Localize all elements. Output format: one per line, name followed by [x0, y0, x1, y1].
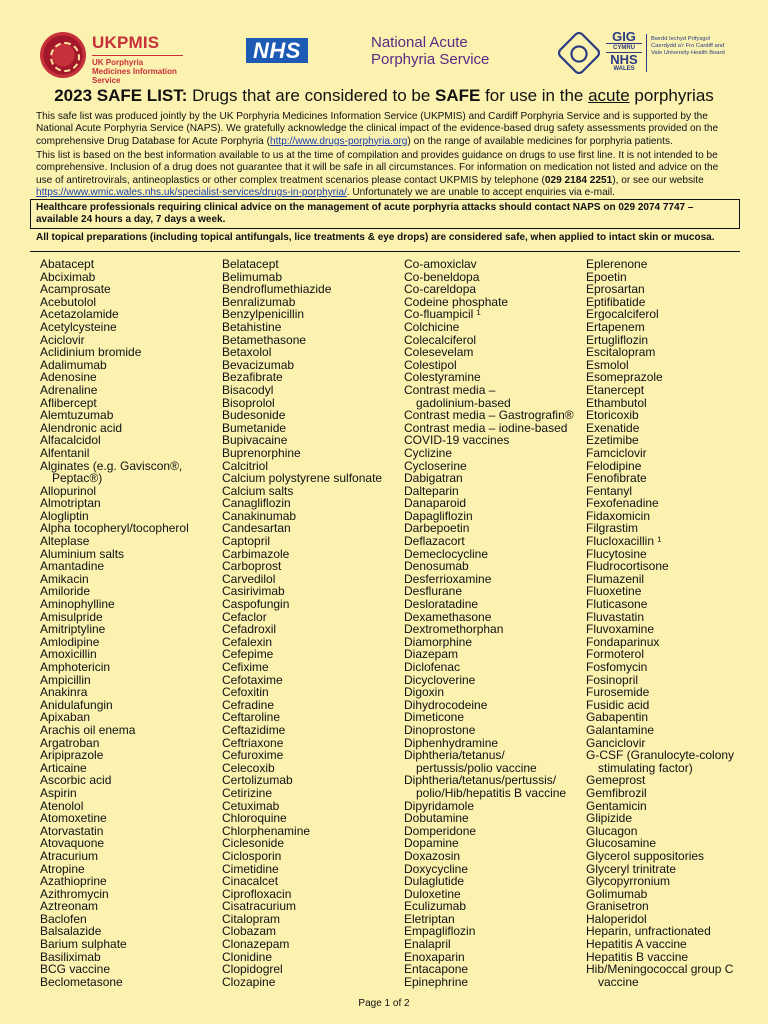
drug-item: Clonidine — [222, 949, 273, 964]
drug-item: Amphotericin — [40, 660, 111, 674]
drug-item: Calcitriol — [222, 458, 269, 473]
drug-item: Cefepime — [222, 647, 274, 662]
drug-item: Cetuximab — [222, 798, 280, 813]
drug-item: Granisetron — [586, 899, 649, 914]
drug-item: Apixaban — [40, 710, 91, 725]
drug-item: Argatroban — [40, 735, 100, 750]
drug-item: Bisacodyl — [222, 382, 274, 397]
drug-item: Dicycloverine — [404, 672, 476, 687]
drug-item: Chloroquine — [222, 811, 287, 826]
drug-item: Acetazolamide — [40, 307, 119, 322]
drug-item: Digoxin — [404, 685, 445, 700]
drug-item: Fidaxomicin — [586, 508, 651, 523]
drug-item: Doxazosin — [404, 848, 461, 863]
drug-item: Gemeprost — [586, 773, 646, 788]
drug-item: Carvedilol — [222, 571, 276, 586]
naps-title-line2: Porphyria Service — [371, 51, 490, 68]
drug-item: Eletriptan — [404, 911, 455, 926]
drug-item: Dexamethasone — [404, 609, 492, 624]
drug-item: Clozapine — [222, 974, 276, 989]
drug-item: Canakinumab — [222, 508, 297, 523]
drug-item: Carboprost — [222, 559, 282, 574]
drug-database-link[interactable]: http://www.drugs-porphyria.org — [269, 135, 408, 147]
drug-item: polio/Hib/hepatitis B vaccine — [416, 785, 567, 800]
drug-item: Abatacept — [40, 257, 95, 271]
intro-paragraph-1: This safe list was produced jointly by the UK Porphyria Medicines Information Service (UKPMIS) and Cardiff Porphyria Service and is supported by the National Acute Porphyria Service (NAPS). We gratefully acknowledge the clinical impact of the evidence-based drug safety assessments provided on the comprehensive Drug Database for Acute Porphyria (http://www.drugs-porphyria.org) on the range of available medicines for porphyria patients. — [36, 111, 719, 147]
drug-item: Carbimazole — [222, 546, 290, 561]
drug-item: Amitriptyline — [40, 622, 106, 637]
drug-item: Danaparoid — [404, 496, 467, 511]
drug-item: Balsalazide — [40, 924, 102, 939]
drug-item: Gentamicin — [586, 798, 647, 813]
page-title: 2023 SAFE LIST: Drugs that are considered to be SAFE for use in the acute porphyrias — [54, 86, 714, 105]
drug-item: Belatacept — [222, 257, 279, 271]
drug-item: Denosumab — [404, 559, 469, 574]
drug-item: Bendroflumethiazide — [222, 282, 332, 297]
drug-item: Benralizumab — [222, 294, 296, 309]
drug-item: Alginates (e.g. Gaviscon®, — [40, 458, 183, 473]
drug-item: Deflazacort — [404, 534, 465, 549]
drug-item: Flucloxacillin ¹ — [586, 534, 662, 549]
drug-item: Escitalopram — [586, 345, 656, 360]
drug-item: Ciprofloxacin — [222, 886, 292, 901]
drug-item: Ergocalciferol — [586, 307, 659, 322]
ukpmis-seal-icon — [40, 32, 86, 78]
drug-item: Fluticasone — [586, 597, 648, 612]
drug-item: Diphtheria/tetanus/ — [404, 748, 505, 763]
drug-item: Hib/Meningococcal group C — [586, 962, 734, 977]
drug-item: Chlorphenamine — [222, 823, 311, 838]
drug-item: Cycloserine — [404, 458, 467, 473]
drug-item: Ethambutol — [586, 395, 647, 410]
drug-item: Filgrastim — [586, 521, 639, 536]
drug-item: Heparin, unfractionated — [586, 924, 711, 939]
drug-item: COVID-19 vaccines — [404, 433, 510, 448]
drug-item: Alogliptin — [40, 508, 89, 523]
ukpmis-name: UKPMIS — [92, 33, 160, 52]
drug-item: Cinacalcet — [222, 874, 279, 889]
drug-item: Dulaglutide — [404, 874, 465, 889]
drug-item: Doxycycline — [404, 861, 469, 876]
drug-item: Amoxicillin — [40, 647, 97, 662]
drug-item: Aripiprazole — [40, 748, 104, 763]
drug-item: Amiloride — [40, 584, 91, 599]
drug-item: Aflibercept — [40, 395, 97, 410]
drug-item: Galantamine — [586, 722, 655, 737]
drug-item: Ceftriaxone — [222, 735, 284, 750]
drug-item: Colchicine — [404, 319, 460, 334]
drug-item: Cefuroxime — [222, 748, 284, 763]
drug-item: Ertapenem — [586, 319, 645, 334]
drug-item: Co-beneldopa — [404, 269, 480, 284]
health-board-name: Bwrdd Iechyd Prifysgol Caerdydd a'r Fro Cardiff and Vale University Health Board — [651, 36, 725, 56]
drug-item: Gabapentin — [586, 710, 649, 725]
drug-item: Candesartan — [222, 521, 291, 536]
drug-item: Beclometasone — [40, 974, 123, 989]
drug-item: Fosfomycin — [586, 660, 648, 674]
drug-item: Ceftaroline — [222, 710, 281, 725]
drug-item: Articaine — [40, 760, 87, 775]
drug-item: Atracurium — [40, 848, 99, 863]
drug-item: Desflurane — [404, 584, 463, 599]
drug-item: Amisulpride — [40, 609, 103, 624]
ukpmis-logo — [40, 30, 185, 85]
drug-item: Belimumab — [222, 269, 283, 284]
drug-item: Co-amoxiclav — [404, 257, 477, 271]
drug-item: Contrast media – iodine-based — [404, 420, 568, 435]
drug-item: Atomoxetine — [40, 811, 107, 826]
drug-item: Amikacin — [40, 571, 89, 586]
drug-item: Cyclizine — [404, 445, 453, 460]
drug-item: Cisatracurium — [222, 899, 297, 914]
drug-item: Alendronic acid — [40, 420, 123, 435]
drug-item: Colesevelam — [404, 345, 474, 360]
drug-item: Cefoxitin — [222, 685, 269, 700]
drug-item: Entacapone — [404, 962, 469, 977]
drug-item: Clobazam — [222, 924, 277, 939]
ukpmis-divider — [92, 55, 183, 56]
drug-item: Betaxolol — [222, 345, 272, 360]
drug-item: Peptac®) — [52, 471, 103, 486]
drug-item: Dabigatran — [404, 471, 463, 486]
drug-item: Famciclovir — [586, 445, 647, 460]
drug-item: Enalapril — [404, 937, 451, 952]
drug-item: Certolizumab — [222, 773, 293, 788]
drug-item: Ampicillin — [40, 672, 91, 687]
drug-item: Anidulafungin — [40, 697, 113, 712]
drug-item: Citalopram — [222, 911, 281, 926]
drug-item: Acetylcysteine — [40, 319, 117, 334]
drug-item: pertussis/polio vaccine — [416, 760, 537, 775]
drug-item: Fluvoxamine — [586, 622, 655, 637]
drug-item: Azithromycin — [40, 886, 109, 901]
topical-preparations-note: All topical preparations (including topical antifungals, lice treatments & eye drops) are considered safe, when applied to intact skin or mucosa. — [36, 232, 715, 243]
drug-item: Caspofungin — [222, 597, 290, 612]
drug-item: Formoterol — [586, 647, 645, 662]
intro-paragraph-2: This list is based on the best information available to us at the time of compilation and provides guidance on drugs to use first line. It is not intended to be comprehensive. Inclusion of a drug does not guarantee that it will be safe in all circumstances. For information on medication not listed and advice on the use of antiretrovirals, antineoplastics or other complex treatment scenarios please contact UKPMIS by telephone (029 2184 2251), or see our website https://www.wmic.wales.nhs.uk/specialist-services/drugs-in-porphyria/. Unfortunately we are unable to accept enquiries via e-mail. — [36, 150, 719, 198]
drug-item: Glyceryl trinitrate — [586, 861, 677, 876]
drug-item: Almotriptan — [40, 496, 101, 511]
drug-item: Atovaquone — [40, 836, 105, 851]
drug-item: Glucosamine — [586, 836, 657, 851]
drug-item: Acebutolol — [40, 294, 97, 309]
drug-item: Acamprosate — [40, 282, 111, 297]
drug-item: Atorvastatin — [40, 823, 104, 838]
drug-item: Bupivacaine — [222, 433, 288, 448]
drug-item: Alpha tocopheryl/tocopherol — [40, 521, 189, 536]
drug-item: Fondaparinux — [586, 634, 660, 649]
gig-cymru-nhs-wales: GIG CYMRU NHS WALES — [606, 30, 642, 73]
drug-item: Cefaclor — [222, 609, 267, 624]
drug-item: Esmolol — [586, 357, 629, 372]
drug-item: Fentanyl — [586, 483, 633, 498]
drug-item: Codeine phosphate — [404, 294, 509, 309]
drug-item: vaccine — [598, 974, 639, 989]
drug-item: Gemfibrozil — [586, 785, 647, 800]
drug-item: stimulating factor) — [598, 760, 693, 775]
drug-item: Adalimumab — [40, 357, 107, 372]
drug-column-4 — [586, 258, 736, 988]
drug-item: Darbepoetin — [404, 521, 470, 536]
drug-item: Bumetanide — [222, 420, 287, 435]
drug-item: Aclidinium bromide — [40, 345, 142, 360]
drug-item: Cimetidine — [222, 861, 279, 876]
naps-title-line1: National Acute — [371, 34, 468, 51]
drug-item: Diphenhydramine — [404, 735, 499, 750]
drug-item: Allopurinol — [40, 483, 97, 498]
drug-item: Canagliflozin — [222, 496, 291, 511]
celtic-knot-icon — [556, 30, 603, 77]
drug-item: Dihydrocodeine — [404, 697, 488, 712]
drug-item: Colestipol — [404, 357, 457, 372]
drug-item: Alfentanil — [40, 445, 90, 460]
drug-item: Empagliflozin — [404, 924, 476, 939]
drug-item: Glycopyrronium — [586, 874, 671, 889]
drug-item: Contrast media – — [404, 382, 496, 397]
drug-item: Buprenorphine — [222, 445, 301, 460]
drug-item: Cefixime — [222, 660, 269, 674]
drug-item: Duloxetine — [404, 886, 461, 901]
drug-item: Basiliximab — [40, 949, 101, 964]
drug-item: Cefradine — [222, 697, 275, 712]
drug-item: Fexofenadine — [586, 496, 659, 511]
drug-item: Diphtheria/tetanus/pertussis/ — [404, 773, 557, 788]
drug-item: Captopril — [222, 534, 271, 549]
drug-item: Etoricoxib — [586, 408, 639, 423]
page-number: Page 1 of 2 — [358, 998, 410, 1009]
drug-item: Diamorphine — [404, 634, 473, 649]
drug-column-3 — [404, 258, 584, 988]
drug-item: Fusidic acid — [586, 697, 650, 712]
drug-item: Ertugliflozin — [586, 332, 649, 347]
drug-item: Ciclosporin — [222, 848, 282, 863]
drug-item: Co-fluampicil ¹ — [404, 307, 481, 322]
drug-item: Calcium salts — [222, 483, 294, 498]
drug-item: Clopidogrel — [222, 962, 283, 977]
drug-item: Epoetin — [586, 269, 627, 284]
ukpmis-subtitle: UK Porphyria Medicines Information Service — [92, 58, 177, 85]
drug-item: Cefalexin — [222, 634, 273, 649]
ukpmis-phone: 029 2184 2251 — [544, 174, 613, 186]
drug-item: Dextromethorphan — [404, 622, 504, 637]
drug-item: Hepatitis A vaccine — [586, 937, 687, 952]
drug-item: Ezetimibe — [586, 433, 639, 448]
drug-item: Abciximab — [40, 269, 96, 284]
drug-item: Glycerol suppositories — [586, 848, 705, 863]
drug-item: Ascorbic acid — [40, 773, 112, 788]
drug-item: Desloratadine — [404, 597, 479, 612]
drug-item: Benzylpenicillin — [222, 307, 305, 322]
drug-column-1 — [40, 258, 220, 988]
drug-item: Alteplase — [40, 534, 90, 549]
drug-item: Eprosartan — [586, 282, 645, 297]
drug-item: Haloperidol — [586, 911, 647, 926]
drug-item: Ceftazidime — [222, 722, 286, 737]
drug-item: Clonazepam — [222, 937, 290, 952]
drug-item: Hepatitis B vaccine — [586, 949, 689, 964]
drug-item: Adrenaline — [40, 382, 98, 397]
drug-item: Furosemide — [586, 685, 650, 700]
drug-item: Flucytosine — [586, 546, 647, 561]
wmic-website-link[interactable]: https://www.wmic.wales.nhs.uk/specialist-services/drugs-in-porphyria/ — [36, 186, 347, 198]
drug-item: Colestyramine — [404, 370, 481, 385]
naps-title — [371, 34, 489, 68]
drug-item: Dinoprostone — [404, 722, 476, 737]
drug-item: Aciclovir — [40, 332, 85, 347]
drug-item: Alemtuzumab — [40, 408, 114, 423]
drug-item: Fluoxetine — [586, 584, 642, 599]
drug-item: Dopamine — [404, 836, 459, 851]
drug-item: Dimeticone — [404, 710, 465, 725]
drug-item: Azathioprine — [40, 874, 107, 889]
drug-item: Aspirin — [40, 785, 77, 800]
drug-item: Ganciclovir — [586, 735, 646, 750]
nhs-logo: NHS — [246, 38, 308, 63]
drug-item: Esomeprazole — [586, 370, 663, 385]
drug-item: Exenatide — [586, 420, 640, 435]
drug-item: Amlodipine — [40, 634, 100, 649]
logo-divider — [646, 34, 647, 72]
drug-item: Fosinopril — [586, 672, 639, 687]
drug-item: Aminophylline — [40, 597, 115, 612]
drug-column-2 — [222, 258, 402, 988]
section-divider — [30, 251, 740, 252]
drug-item: Betahistine — [222, 319, 282, 334]
drug-item: Alfacalcidol — [40, 433, 101, 448]
drug-item: Glucagon — [586, 823, 638, 838]
drug-item: BCG vaccine — [40, 962, 111, 977]
drug-item: gadolinium-based — [416, 395, 511, 410]
drug-item: Eplerenone — [586, 257, 648, 271]
drug-item: Glipizide — [586, 811, 633, 826]
drug-item: Atropine — [40, 861, 85, 876]
drug-item: Amantadine — [40, 559, 105, 574]
drug-item: Diazepam — [404, 647, 459, 662]
drug-item: Barium sulphate — [40, 937, 127, 952]
drug-item: Co-careldopa — [404, 282, 477, 297]
drug-item: Eculizumab — [404, 899, 467, 914]
drug-item: Desferrioxamine — [404, 571, 492, 586]
cardiff-vale-logo — [556, 30, 746, 82]
drug-item: Demeclocycline — [404, 546, 489, 561]
drug-item: Golimumab — [586, 886, 648, 901]
drug-item: Cefadroxil — [222, 622, 277, 637]
drug-item: Cefotaxime — [222, 672, 283, 687]
drug-item: Dapagliflozin — [404, 508, 473, 523]
drug-item: Diclofenac — [404, 660, 461, 674]
drug-item: Bezafibrate — [222, 370, 283, 385]
drug-item: G-CSF (Granulocyte-colony — [586, 748, 735, 763]
drug-item: Dipyridamole — [404, 798, 475, 813]
drug-item: Betamethasone — [222, 332, 307, 347]
drug-item: Epinephrine — [404, 974, 469, 989]
drug-item: Enoxaparin — [404, 949, 465, 964]
drug-item: Aztreonam — [40, 899, 99, 914]
drug-item: Anakinra — [40, 685, 88, 700]
drug-item: Adenosine — [40, 370, 97, 385]
drug-item: Cetirizine — [222, 785, 273, 800]
drug-item: Celecoxib — [222, 760, 275, 775]
drug-item: Dalteparin — [404, 483, 459, 498]
drug-item: Ciclesonide — [222, 836, 285, 851]
drug-item: Aluminium salts — [40, 546, 125, 561]
drug-item: Flumazenil — [586, 571, 645, 586]
drug-item: Colecalciferol — [404, 332, 477, 347]
drug-item: Fenofibrate — [586, 471, 647, 486]
drug-item: Bisoprolol — [222, 395, 275, 410]
drug-item: Contrast media – Gastrografin® — [404, 408, 574, 423]
drug-item: Budesonide — [222, 408, 286, 423]
drug-item: Felodipine — [586, 458, 642, 473]
drug-item: Domperidone — [404, 823, 477, 838]
naps-contact-notice: Healthcare professionals requiring clinical advice on the management of acute porphyria attacks should contact NAPS on 029 2074 7747 – available 24 hours a day, 7 days a week. — [30, 199, 740, 229]
drug-item: Dobutamine — [404, 811, 469, 826]
drug-item: Eptifibatide — [586, 294, 646, 309]
drug-item: Atenolol — [40, 798, 84, 813]
drug-item: Fludrocortisone — [586, 559, 669, 574]
drug-item: Casirivimab — [222, 584, 285, 599]
drug-item: Arachis oil enema — [40, 722, 136, 737]
drug-item: Calcium polystyrene sulfonate — [222, 471, 383, 486]
drug-item: Fluvastatin — [586, 609, 645, 624]
drug-item: Bevacizumab — [222, 357, 295, 372]
drug-item: Etanercept — [586, 382, 645, 397]
drug-item: Baclofen — [40, 911, 87, 926]
